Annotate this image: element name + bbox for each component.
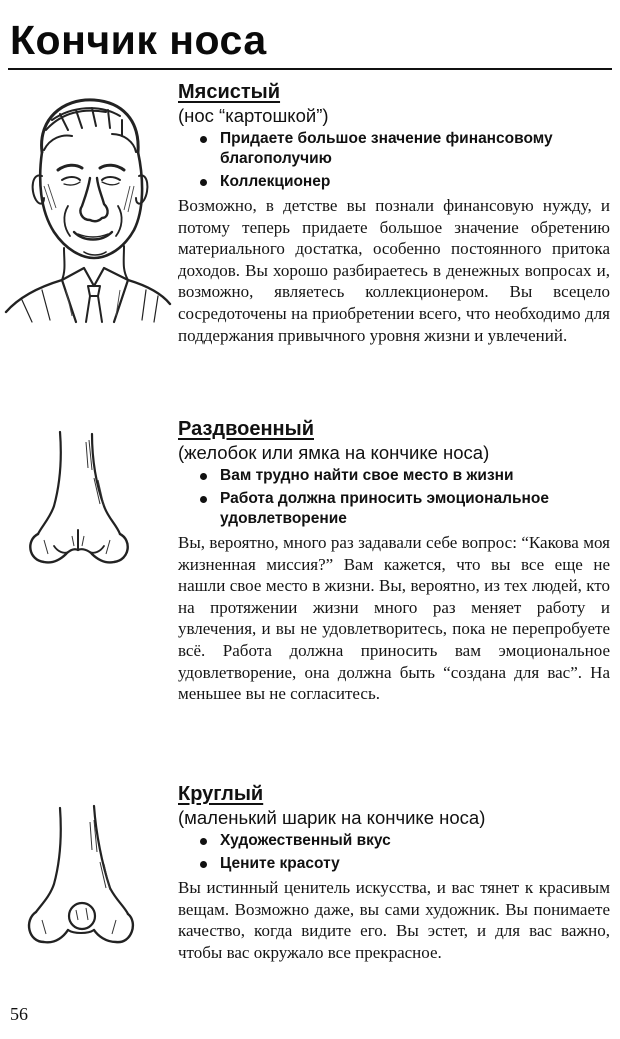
- section-title: Круглый: [178, 783, 264, 805]
- man-portrait-illustration: [2, 90, 172, 325]
- section-fleshy: [178, 80, 610, 346]
- trait-item: Вам трудно найти свое место в жизни: [198, 466, 610, 486]
- section-title: Мясистый: [178, 81, 281, 103]
- section-subtitle: (нос “картошкой”): [178, 105, 329, 126]
- section-split: [178, 417, 610, 705]
- title-divider: [8, 68, 612, 70]
- trait-list: [178, 831, 610, 874]
- trait-list: [178, 466, 610, 529]
- man-portrait-icon: [2, 90, 172, 325]
- section-subtitle: (маленький шарик на кончике носа): [178, 807, 486, 828]
- section-body: Возможно, в детстве вы познали финансовую нужду, и потому теперь придаете большое значение обретению материального достатка, особенно постоянного притока доходов. Вы хорошо разбираетесь в денежных вопросах и, возможно, являетесь коллекционером. Вы всецело сосредоточены на приобретении всего, что необходимо для поддержания привычного уровня жизни и увлечений.: [178, 196, 610, 345]
- round-nose-tip-icon: [20, 802, 140, 962]
- trait-item: Работа должна приносить эмоциональное удовлетворение: [198, 489, 610, 529]
- trait-item: Художественный вкус: [198, 831, 610, 851]
- split-nose-illustration: [14, 428, 139, 578]
- split-nose-tip-icon: [14, 428, 139, 578]
- round-nose-illustration: [20, 802, 140, 962]
- trait-item: Цените красоту: [198, 854, 610, 874]
- trait-item: Придаете большое значение финансовому благополучию: [198, 129, 610, 169]
- section-title: Раздвоенный: [178, 418, 314, 440]
- section-subtitle: (желобок или ямка на кончике носа): [178, 442, 490, 463]
- section-body: Вы истинный ценитель искусства, и вас тянет к красивым вещам. Возможно даже, вы сами художник. Вы понимаете качество, когда видите его. Вы эстет, и для вас важно, чтобы вас окружало все прекрасное.: [178, 878, 610, 962]
- trait-list: [178, 129, 610, 192]
- page-number: 56: [10, 1004, 28, 1024]
- section-body: Вы, вероятно, много раз задавали себе вопрос: “Какова моя жизненная миссия?” Вам кажется, что вы все еще не нашли свое место в жизни. Вы, вероятно, из тех людей, кто на протяжении жизни много раз меняет работу и увлечения, и вы не удовлетворитесь, пока не перепробуете всё. Работа должна приносить вам эмоциональное удовлетворение, она должна быть “создана для вас”. На меньшее вы не согласитесь.: [178, 533, 610, 704]
- section-round: [178, 782, 610, 963]
- page-title: Кончик носа: [10, 17, 267, 63]
- trait-item: Коллекционер: [198, 172, 610, 192]
